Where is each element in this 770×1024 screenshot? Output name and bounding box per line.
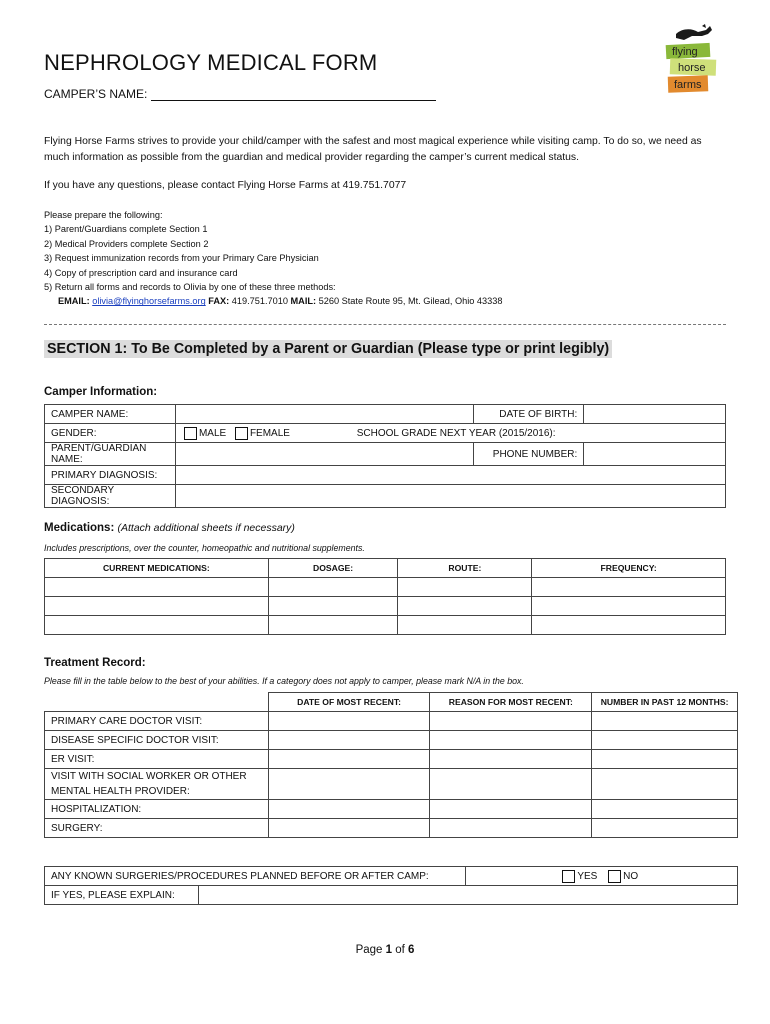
frequency-cell[interactable]: [532, 597, 726, 616]
page-word: Page: [355, 944, 383, 956]
phone-label: PHONE NUMBER:: [474, 443, 584, 466]
frequency-cell[interactable]: [532, 578, 726, 597]
row-er-visit: ER VISIT:: [45, 750, 269, 769]
col-date-most-recent: DATE OF MOST RECENT:: [268, 693, 430, 712]
col-dosage: DOSAGE:: [268, 559, 398, 578]
row-social-worker: [45, 769, 269, 800]
medications-note: (Attach additional sheets if necessary): [117, 522, 295, 534]
page-footer: [0, 944, 770, 956]
reason-cell[interactable]: [430, 800, 592, 819]
camper-name-blank[interactable]: [151, 87, 436, 101]
prepare-step: 1) Parent/Guardians complete Section 1: [44, 224, 208, 235]
reason-cell[interactable]: [430, 731, 592, 750]
table-row: [45, 750, 738, 769]
prepare-list: [44, 208, 734, 309]
row-primary-care: PRIMARY CARE DOCTOR VISIT:: [45, 712, 269, 731]
mail-label: MAIL:: [290, 296, 317, 307]
table-row: [45, 466, 726, 485]
gender-label: GENDER:: [45, 424, 176, 443]
surgeries-table: [44, 866, 738, 905]
logo-word-3: farms: [674, 79, 702, 91]
table-row: [45, 769, 738, 800]
treatment-corner: [45, 693, 269, 712]
intro-paragraph: Flying Horse Farms strives to provide your child/camper with the safest and most magical experience while visiting camp. To do so, we need as much information as possible from the guardian and medical provider regarding the camper’s current medical status.: [44, 136, 702, 163]
logo-word-1: flying: [672, 46, 698, 58]
camper-name-line: [44, 87, 436, 101]
medication-cell[interactable]: [45, 597, 269, 616]
female-label: FEMALE: [249, 427, 290, 439]
table-row: [45, 424, 726, 443]
treatment-note: Please fill in the table below to the best of your abilities. If a category does not apply to camper, please mark N/A in the box.: [44, 676, 524, 686]
surgeries-answer-cell: [466, 867, 738, 886]
fax-label: FAX:: [208, 296, 230, 307]
dob-label: DATE OF BIRTH:: [474, 405, 584, 424]
camper-info-table: [44, 404, 726, 508]
camper-name-cell-label: CAMPER NAME:: [45, 405, 176, 424]
primary-dx-field[interactable]: [175, 466, 725, 485]
primary-dx-label: PRIMARY DIAGNOSIS:: [45, 466, 176, 485]
table-row: [45, 712, 738, 731]
dosage-cell[interactable]: [268, 578, 398, 597]
col-route: ROUTE:: [398, 559, 532, 578]
prepare-step: 4) Copy of prescription card and insurance card: [44, 267, 238, 278]
date-cell[interactable]: [268, 750, 430, 769]
date-cell[interactable]: [268, 731, 430, 750]
table-row: [45, 405, 726, 424]
logo-word-2: horse: [678, 62, 706, 74]
medications-subnote: Includes prescriptions, over the counter, homeopathic and nutritional supplements.: [44, 543, 365, 553]
prepare-step: 2) Medical Providers complete Section 2: [44, 238, 209, 249]
row-social-worker-line2: MENTAL HEALTH PROVIDER:: [51, 786, 190, 797]
table-row: [45, 867, 738, 886]
count-cell[interactable]: [592, 769, 738, 800]
count-cell[interactable]: [592, 819, 738, 838]
horse-rider-icon: [662, 24, 732, 98]
row-surgery: SURGERY:: [45, 819, 269, 838]
count-cell[interactable]: [592, 712, 738, 731]
secondary-dx-field[interactable]: [175, 485, 725, 508]
table-row: [45, 819, 738, 838]
treatment-heading: Treatment Record:: [44, 657, 146, 669]
reason-cell[interactable]: [430, 769, 592, 800]
medications-heading-line: [44, 522, 295, 534]
explain-label: IF YES, PLEASE EXPLAIN:: [45, 886, 199, 905]
row-hospitalization: HOSPITALIZATION:: [45, 800, 269, 819]
route-cell[interactable]: [398, 597, 532, 616]
table-row: [45, 578, 726, 597]
table-row: [45, 616, 726, 635]
table-row: [45, 597, 726, 616]
guardian-name-field[interactable]: [175, 443, 473, 466]
col-reason-most-recent: REASON FOR MOST RECENT:: [430, 693, 592, 712]
yes-label: YES: [577, 870, 598, 882]
count-cell[interactable]: [592, 800, 738, 819]
dob-field[interactable]: [584, 405, 726, 424]
reason-cell[interactable]: [430, 750, 592, 769]
row-social-worker-line1: VISIT WITH SOCIAL WORKER OR OTHER: [51, 771, 247, 782]
table-header-row: [45, 559, 726, 578]
female-checkbox[interactable]: [235, 427, 248, 440]
medications-heading: Medications:: [44, 522, 115, 534]
medication-cell[interactable]: [45, 616, 269, 635]
table-row: [45, 443, 726, 466]
treatment-table: [44, 692, 738, 838]
no-label: NO: [623, 870, 639, 882]
section1-title: SECTION 1: To Be Completed by a Parent or Guardian (Please type or print legibly): [44, 340, 612, 358]
table-row: [45, 886, 738, 905]
page-number: 1: [385, 944, 393, 956]
table-row: [45, 485, 726, 508]
camper-name-label: CAMPER’S NAME:: [44, 87, 148, 101]
contact-paragraph: If you have any questions, please contact Flying Horse Farms at 419.751.7077: [44, 180, 407, 191]
surgeries-question: ANY KNOWN SURGERIES/PROCEDURES PLANNED BEFORE OR AFTER CAMP:: [45, 867, 466, 886]
divider: [44, 324, 726, 325]
camper-name-field[interactable]: [175, 405, 473, 424]
flying-horse-farms-logo: [662, 24, 732, 98]
date-cell[interactable]: [268, 819, 430, 838]
camper-info-heading: Camper Information:: [44, 386, 158, 398]
dosage-cell[interactable]: [268, 616, 398, 635]
prepare-step: 3) Request immunization records from your Primary Care Physician: [44, 253, 319, 264]
form-title: NEPHROLOGY MEDICAL FORM: [44, 50, 378, 75]
fax-number: 419.751.7010: [231, 296, 288, 307]
no-checkbox[interactable]: [608, 870, 621, 883]
yes-checkbox[interactable]: [562, 870, 575, 883]
reason-cell[interactable]: [430, 819, 592, 838]
col-current-medications: CURRENT MEDICATIONS:: [45, 559, 269, 578]
col-frequency: FREQUENCY:: [532, 559, 726, 578]
secondary-dx-label: SECONDARY DIAGNOSIS:: [45, 485, 176, 508]
page-total: 6: [408, 944, 415, 956]
prepare-step: 5) Return all forms and records to Olivia by one of these three methods:: [44, 282, 336, 293]
route-cell[interactable]: [398, 578, 532, 597]
school-grade-label: SCHOOL GRADE NEXT YEAR (2015/2016):: [356, 427, 556, 439]
medications-table: [44, 558, 726, 635]
prepare-heading: Please prepare the following:: [44, 210, 163, 220]
table-row: [45, 800, 738, 819]
route-cell[interactable]: [398, 616, 532, 635]
date-cell[interactable]: [268, 769, 430, 800]
dosage-cell[interactable]: [268, 597, 398, 616]
count-cell[interactable]: [592, 750, 738, 769]
row-disease-specific: DISEASE SPECIFIC DOCTOR VISIT:: [45, 731, 269, 750]
guardian-name-label: PARENT/GUARDIAN NAME:: [45, 443, 176, 466]
table-header-row: [45, 693, 738, 712]
table-row: [45, 731, 738, 750]
phone-field[interactable]: [584, 443, 726, 466]
count-cell[interactable]: [592, 731, 738, 750]
reason-cell[interactable]: [430, 712, 592, 731]
contact-methods: [44, 294, 734, 308]
male-label: MALE: [198, 427, 227, 439]
col-number-past-12-months: NUMBER IN PAST 12 MONTHS:: [592, 693, 738, 712]
gender-grade-cell: [175, 424, 725, 443]
medication-cell[interactable]: [45, 578, 269, 597]
email-link[interactable]: olivia@flyinghorsefarms.org: [92, 296, 206, 307]
male-checkbox[interactable]: [184, 427, 197, 440]
email-label: EMAIL:: [58, 296, 90, 307]
of-word: of: [395, 944, 405, 956]
date-cell[interactable]: [268, 712, 430, 731]
mail-address: 5260 State Route 95, Mt. Gilead, Ohio 43338: [318, 296, 503, 307]
date-cell[interactable]: [268, 800, 430, 819]
frequency-cell[interactable]: [532, 616, 726, 635]
explain-field[interactable]: [198, 886, 737, 905]
